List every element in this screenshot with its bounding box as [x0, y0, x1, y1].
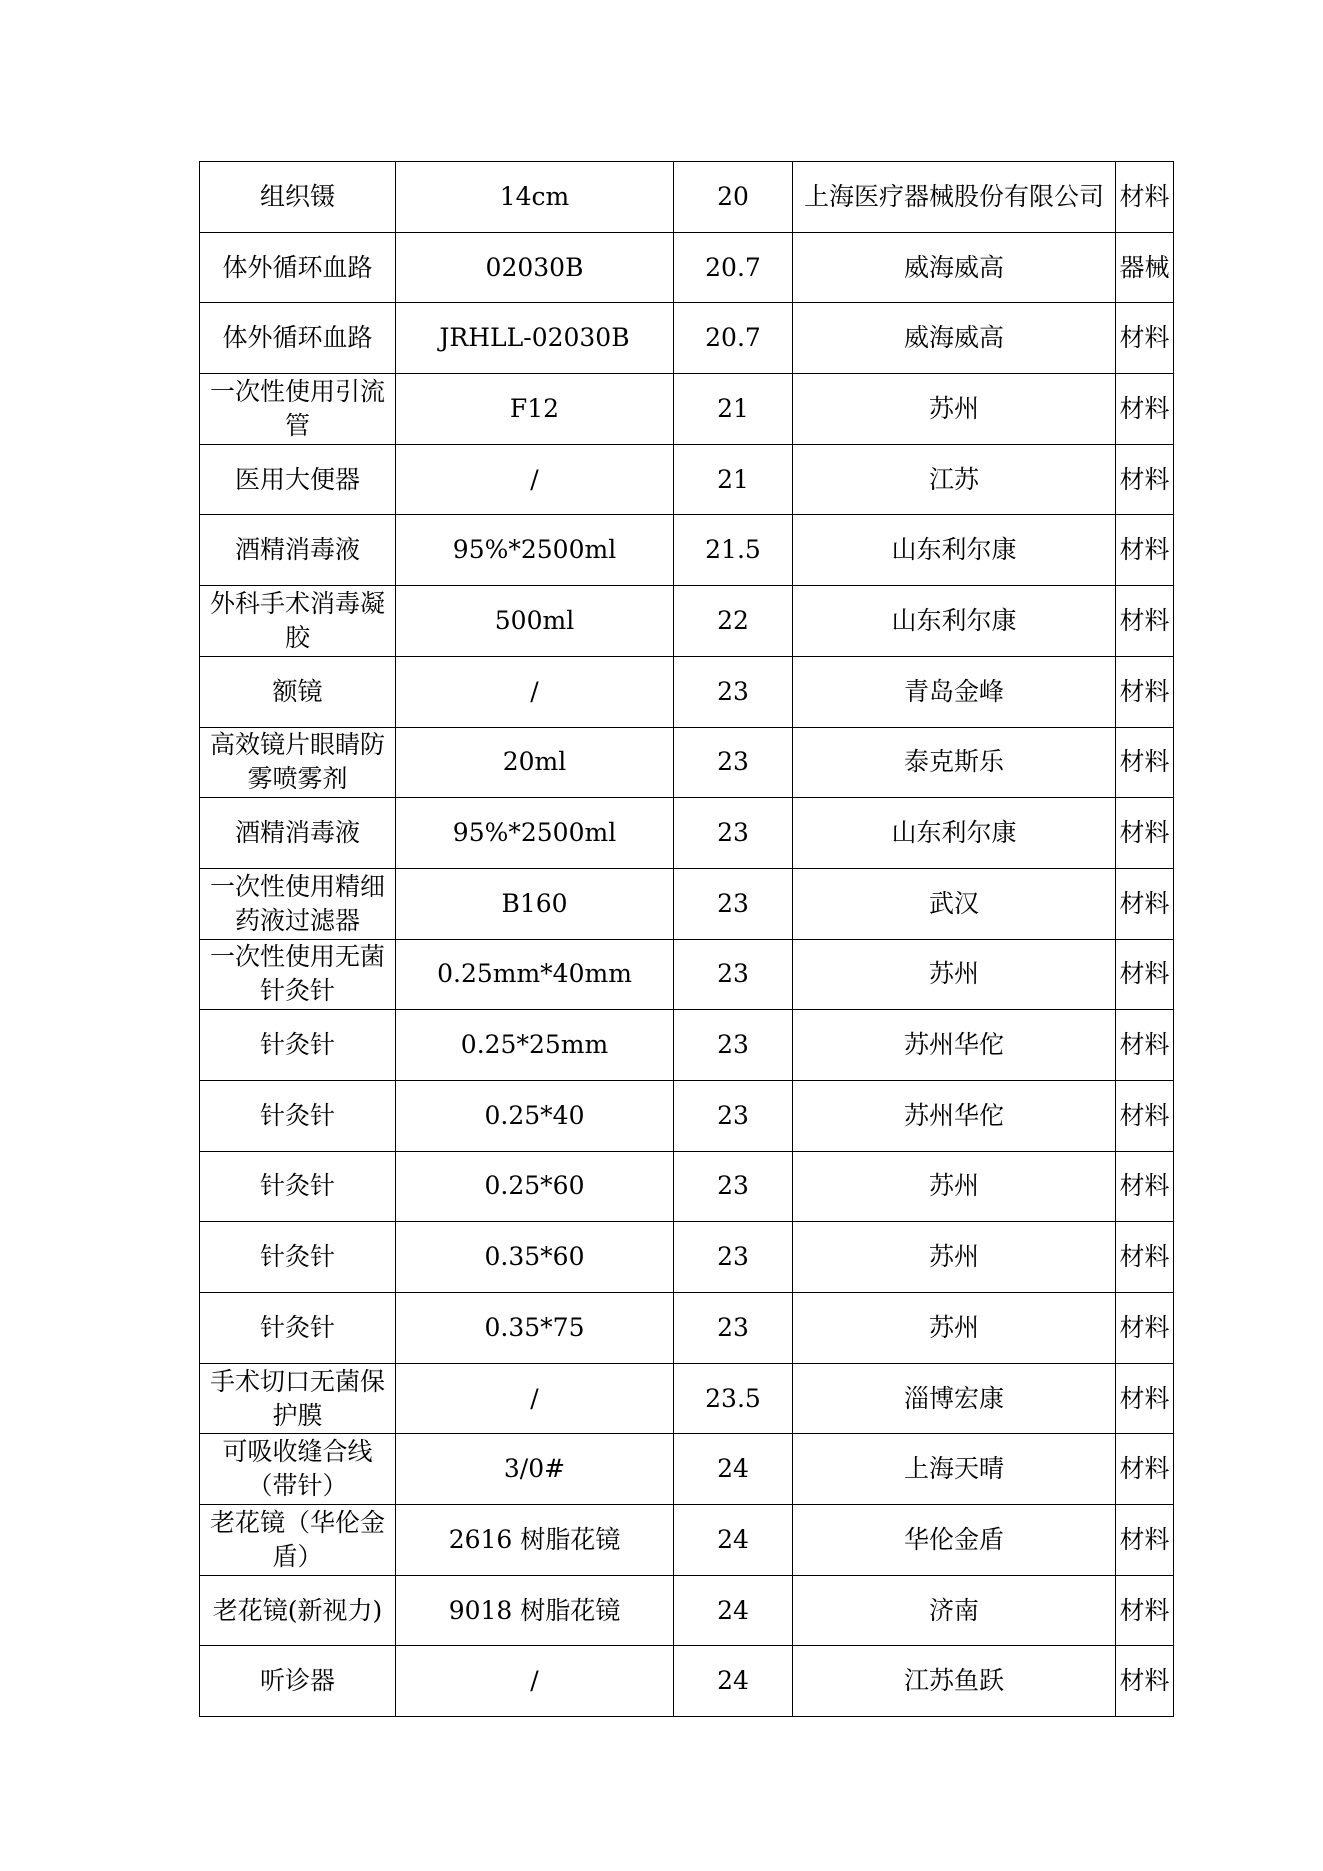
- price-cell: [674, 374, 793, 445]
- specification-cell-text: 02030B: [485, 252, 584, 282]
- specification-cell-text: 95%*2500ml: [452, 535, 617, 565]
- category-cell-text: 材料: [1119, 818, 1170, 848]
- product-name-cell: [200, 586, 396, 657]
- specification-cell: [396, 232, 674, 303]
- category-cell: [1116, 1010, 1174, 1081]
- product-name-cell: [200, 1293, 396, 1364]
- price-cell: [674, 1363, 793, 1434]
- category-cell: [1116, 586, 1174, 657]
- manufacturer-cell: [793, 232, 1116, 303]
- manufacturer-cell: [793, 939, 1116, 1010]
- specification-cell: [396, 1222, 674, 1293]
- table-row: [200, 868, 1174, 939]
- table-row: [200, 727, 1174, 798]
- table-row: [200, 1222, 1174, 1293]
- manufacturer-cell: [793, 1293, 1116, 1364]
- manufacturer-cell-text: 苏州: [928, 1312, 979, 1342]
- manufacturer-cell: [793, 1080, 1116, 1151]
- category-cell-text: 材料: [1119, 1242, 1170, 1272]
- table-row: [200, 1434, 1174, 1505]
- price-cell-text: 23: [717, 747, 749, 777]
- price-cell-text: 20: [717, 181, 749, 211]
- category-cell-text: 材料: [1119, 1171, 1170, 1201]
- specification-cell-text: 0.35*75: [484, 1312, 585, 1342]
- category-cell: [1116, 1575, 1174, 1646]
- manufacturer-cell: [793, 1505, 1116, 1576]
- manufacturer-cell: [793, 1151, 1116, 1222]
- price-cell-text: 23: [717, 1171, 749, 1201]
- category-cell: [1116, 1363, 1174, 1434]
- product-name-cell-text: 高效镜片眼睛防雾喷雾剂: [209, 730, 385, 794]
- specification-cell-text: JRHLL-02030B: [439, 323, 630, 353]
- manufacturer-cell: [793, 1434, 1116, 1505]
- specification-cell: [396, 868, 674, 939]
- manufacturer-cell: [793, 1222, 1116, 1293]
- specification-cell-text: 500ml: [494, 605, 575, 635]
- manufacturer-cell: [793, 798, 1116, 869]
- price-cell-text: 23: [717, 1312, 749, 1342]
- manufacturer-cell: [793, 1363, 1116, 1434]
- manufacturer-cell: [793, 586, 1116, 657]
- price-cell: [674, 939, 793, 1010]
- table-row: [200, 1080, 1174, 1151]
- specification-cell-text: /: [530, 464, 539, 494]
- table-row: [200, 656, 1174, 727]
- price-cell: [674, 444, 793, 515]
- category-cell: [1116, 1505, 1174, 1576]
- specification-cell-text: /: [530, 1383, 539, 1413]
- manufacturer-cell: [793, 515, 1116, 586]
- category-cell-text: 材料: [1119, 888, 1170, 918]
- specification-cell-text: 0.25*40: [484, 1100, 585, 1130]
- category-cell: [1116, 515, 1174, 586]
- product-name-cell-text: 一次性使用精细药液过滤器: [209, 871, 385, 935]
- price-cell: [674, 656, 793, 727]
- specification-cell-text: 0.25*60: [484, 1171, 585, 1201]
- category-cell-text: 材料: [1119, 1383, 1170, 1413]
- manufacturer-cell-text: 泰克斯乐: [903, 747, 1004, 777]
- specification-cell-text: 0.25*25mm: [460, 1030, 609, 1060]
- price-cell-text: 23.5: [705, 1383, 761, 1413]
- specification-cell: [396, 444, 674, 515]
- product-name-cell-text: 额镜: [272, 676, 323, 706]
- category-cell: [1116, 727, 1174, 798]
- price-cell-text: 23: [717, 818, 749, 848]
- category-cell-text: 材料: [1119, 1524, 1170, 1554]
- product-name-cell-text: 体外循环血路: [222, 252, 373, 282]
- manufacturer-cell-text: 威海威高: [903, 252, 1004, 282]
- category-cell: [1116, 868, 1174, 939]
- manufacturer-cell-text: 上海天晴: [903, 1454, 1004, 1484]
- product-name-cell: [200, 868, 396, 939]
- product-name-cell: [200, 1010, 396, 1081]
- manufacturer-cell-text: 济南: [928, 1595, 979, 1625]
- manufacturer-cell: [793, 1646, 1116, 1717]
- product-name-cell: [200, 1505, 396, 1576]
- price-cell-text: 23: [717, 1030, 749, 1060]
- manufacturer-cell-text: 淄博宏康: [903, 1383, 1004, 1413]
- specification-cell-text: F12: [509, 393, 560, 423]
- product-table: [199, 161, 1174, 1717]
- category-cell-text: 材料: [1119, 393, 1170, 423]
- price-cell-text: 21: [717, 464, 749, 494]
- table-body: [200, 162, 1174, 1717]
- category-cell-text: 材料: [1119, 464, 1170, 494]
- category-cell-text: 材料: [1119, 181, 1170, 211]
- category-cell: [1116, 1646, 1174, 1717]
- category-cell: [1116, 1434, 1174, 1505]
- manufacturer-cell: [793, 1575, 1116, 1646]
- specification-cell: [396, 374, 674, 445]
- table-row: [200, 515, 1174, 586]
- table-row: [200, 939, 1174, 1010]
- product-name-cell: [200, 939, 396, 1010]
- manufacturer-cell-text: 威海威高: [903, 323, 1004, 353]
- category-cell-text: 材料: [1119, 605, 1170, 635]
- category-cell-text: 器械: [1119, 252, 1170, 282]
- price-cell: [674, 868, 793, 939]
- manufacturer-cell-text: 江苏鱼跃: [903, 1666, 1004, 1696]
- category-cell: [1116, 1151, 1174, 1222]
- specification-cell: [396, 1575, 674, 1646]
- price-cell: [674, 1434, 793, 1505]
- manufacturer-cell: [793, 868, 1116, 939]
- price-cell: [674, 1222, 793, 1293]
- category-cell: [1116, 656, 1174, 727]
- price-cell-text: 20.7: [705, 323, 761, 353]
- product-name-cell-text: 老花镜（华伦金盾）: [209, 1507, 385, 1571]
- price-cell-text: 23: [717, 1100, 749, 1130]
- product-name-cell-text: 酒精消毒液: [234, 818, 360, 848]
- manufacturer-cell-text: 苏州: [928, 393, 979, 423]
- product-name-cell-text: 针灸针: [259, 1242, 335, 1272]
- price-cell: [674, 162, 793, 233]
- specification-cell-text: /: [530, 1666, 539, 1696]
- price-cell: [674, 232, 793, 303]
- specification-cell: [396, 1646, 674, 1717]
- price-cell: [674, 586, 793, 657]
- product-name-cell: [200, 444, 396, 515]
- price-cell: [674, 303, 793, 374]
- manufacturer-cell-text: 山东利尔康: [891, 818, 1017, 848]
- product-name-cell: [200, 1646, 396, 1717]
- product-name-cell-text: 针灸针: [259, 1171, 335, 1201]
- specification-cell-text: 0.25mm*40mm: [437, 959, 632, 989]
- price-cell-text: 20.7: [705, 252, 761, 282]
- manufacturer-cell-text: 苏州华佗: [903, 1100, 1004, 1130]
- product-name-cell: [200, 1363, 396, 1434]
- specification-cell-text: 20ml: [502, 747, 567, 777]
- product-name-cell-text: 手术切口无菌保护膜: [209, 1366, 385, 1430]
- manufacturer-cell-text: 华伦金盾: [903, 1524, 1004, 1554]
- category-cell-text: 材料: [1119, 1100, 1170, 1130]
- category-cell: [1116, 232, 1174, 303]
- manufacturer-cell-text: 苏州: [928, 1242, 979, 1272]
- table-row: [200, 162, 1174, 233]
- price-cell-text: 24: [717, 1595, 749, 1625]
- specification-cell: [396, 1010, 674, 1081]
- product-name-cell-text: 组织镊: [259, 181, 335, 211]
- product-name-cell-text: 老花镜(新视力): [212, 1595, 383, 1625]
- table-row: [200, 1363, 1174, 1434]
- product-name-cell-text: 外科手术消毒凝胶: [209, 588, 385, 652]
- specification-cell-text: B160: [501, 888, 568, 918]
- specification-cell-text: /: [530, 676, 539, 706]
- manufacturer-cell: [793, 656, 1116, 727]
- product-name-cell: [200, 303, 396, 374]
- product-name-cell-text: 医用大便器: [234, 464, 360, 494]
- specification-cell: [396, 515, 674, 586]
- product-name-cell-text: 听诊器: [259, 1666, 335, 1696]
- price-cell: [674, 1646, 793, 1717]
- manufacturer-cell: [793, 444, 1116, 515]
- price-cell-text: 24: [717, 1666, 749, 1696]
- price-cell: [674, 1293, 793, 1364]
- table-row: [200, 1293, 1174, 1364]
- manufacturer-cell-text: 山东利尔康: [891, 535, 1017, 565]
- specification-cell: [396, 1363, 674, 1434]
- specification-cell-text: 2616 树脂花镜: [448, 1524, 621, 1554]
- category-cell-text: 材料: [1119, 1595, 1170, 1625]
- price-cell-text: 23: [717, 959, 749, 989]
- specification-cell: [396, 1505, 674, 1576]
- product-name-cell-text: 可吸收缝合线（带针）: [222, 1437, 373, 1501]
- table-row: [200, 1505, 1174, 1576]
- product-name-cell: [200, 727, 396, 798]
- price-cell-text: 21: [717, 393, 749, 423]
- category-cell: [1116, 444, 1174, 515]
- table-row: [200, 303, 1174, 374]
- manufacturer-cell-text: 苏州: [928, 1171, 979, 1201]
- product-name-cell: [200, 162, 396, 233]
- product-name-cell: [200, 1080, 396, 1151]
- table-row: [200, 1151, 1174, 1222]
- specification-cell: [396, 1434, 674, 1505]
- specification-cell: [396, 727, 674, 798]
- manufacturer-cell: [793, 727, 1116, 798]
- product-name-cell-text: 一次性使用无菌针灸针: [209, 942, 385, 1006]
- table-row: [200, 374, 1174, 445]
- price-cell: [674, 1151, 793, 1222]
- product-name-cell: [200, 798, 396, 869]
- category-cell-text: 材料: [1119, 959, 1170, 989]
- price-cell-text: 21.5: [705, 535, 761, 565]
- manufacturer-cell-text: 江苏: [928, 464, 979, 494]
- price-cell-text: 24: [717, 1524, 749, 1554]
- category-cell: [1116, 162, 1174, 233]
- product-name-cell: [200, 374, 396, 445]
- product-name-cell-text: 酒精消毒液: [234, 535, 360, 565]
- specification-cell: [396, 939, 674, 1010]
- specification-cell-text: 3/0#: [503, 1454, 566, 1484]
- specification-cell-text: 95%*2500ml: [452, 818, 617, 848]
- specification-cell: [396, 798, 674, 869]
- price-cell-text: 23: [717, 1242, 749, 1272]
- product-name-cell: [200, 1222, 396, 1293]
- price-cell: [674, 1080, 793, 1151]
- manufacturer-cell-text: 苏州华佗: [903, 1030, 1004, 1060]
- category-cell: [1116, 303, 1174, 374]
- product-name-cell-text: 一次性使用引流管: [209, 376, 385, 440]
- price-cell-text: 23: [717, 676, 749, 706]
- category-cell: [1116, 1293, 1174, 1364]
- category-cell: [1116, 798, 1174, 869]
- product-name-cell: [200, 1151, 396, 1222]
- price-cell: [674, 515, 793, 586]
- category-cell-text: 材料: [1119, 1312, 1170, 1342]
- category-cell-text: 材料: [1119, 676, 1170, 706]
- price-cell: [674, 798, 793, 869]
- category-cell-text: 材料: [1119, 323, 1170, 353]
- product-name-cell-text: 针灸针: [259, 1312, 335, 1342]
- specification-cell: [396, 1293, 674, 1364]
- table-row: [200, 232, 1174, 303]
- manufacturer-cell: [793, 303, 1116, 374]
- category-cell: [1116, 1080, 1174, 1151]
- specification-cell-text: 0.35*60: [484, 1242, 585, 1272]
- table-row: [200, 1575, 1174, 1646]
- table-row: [200, 798, 1174, 869]
- product-name-cell: [200, 656, 396, 727]
- table-row: [200, 1010, 1174, 1081]
- category-cell-text: 材料: [1119, 1454, 1170, 1484]
- specification-cell: [396, 1080, 674, 1151]
- manufacturer-cell: [793, 1010, 1116, 1081]
- manufacturer-cell-text: 苏州: [928, 959, 979, 989]
- product-name-cell-text: 针灸针: [259, 1030, 335, 1060]
- category-cell: [1116, 1222, 1174, 1293]
- product-name-cell-text: 体外循环血路: [222, 323, 373, 353]
- price-cell-text: 24: [717, 1454, 749, 1484]
- category-cell-text: 材料: [1119, 535, 1170, 565]
- specification-cell: [396, 1151, 674, 1222]
- category-cell-text: 材料: [1119, 1030, 1170, 1060]
- manufacturer-cell-text: 上海医疗器械股份有限公司: [803, 181, 1104, 211]
- manufacturer-cell: [793, 374, 1116, 445]
- product-name-cell: [200, 1575, 396, 1646]
- manufacturer-cell-text: 青岛金峰: [903, 676, 1004, 706]
- manufacturer-cell-text: 武汉: [928, 888, 979, 918]
- table-row: [200, 586, 1174, 657]
- category-cell-text: 材料: [1119, 1666, 1170, 1696]
- category-cell: [1116, 939, 1174, 1010]
- price-cell: [674, 1575, 793, 1646]
- specification-cell-text: 14cm: [499, 181, 570, 211]
- category-cell-text: 材料: [1119, 747, 1170, 777]
- manufacturer-cell-text: 山东利尔康: [891, 605, 1017, 635]
- table-row: [200, 1646, 1174, 1717]
- manufacturer-cell: [793, 162, 1116, 233]
- category-cell: [1116, 374, 1174, 445]
- price-cell: [674, 1010, 793, 1081]
- price-cell-text: 23: [717, 888, 749, 918]
- specification-cell-text: 9018 树脂花镜: [448, 1595, 621, 1625]
- product-name-cell: [200, 232, 396, 303]
- price-cell: [674, 727, 793, 798]
- specification-cell: [396, 586, 674, 657]
- product-name-cell: [200, 1434, 396, 1505]
- price-cell: [674, 1505, 793, 1576]
- product-name-cell-text: 针灸针: [259, 1100, 335, 1130]
- price-cell-text: 22: [717, 605, 749, 635]
- specification-cell: [396, 656, 674, 727]
- table-row: [200, 444, 1174, 515]
- product-name-cell: [200, 515, 396, 586]
- specification-cell: [396, 303, 674, 374]
- specification-cell: [396, 162, 674, 233]
